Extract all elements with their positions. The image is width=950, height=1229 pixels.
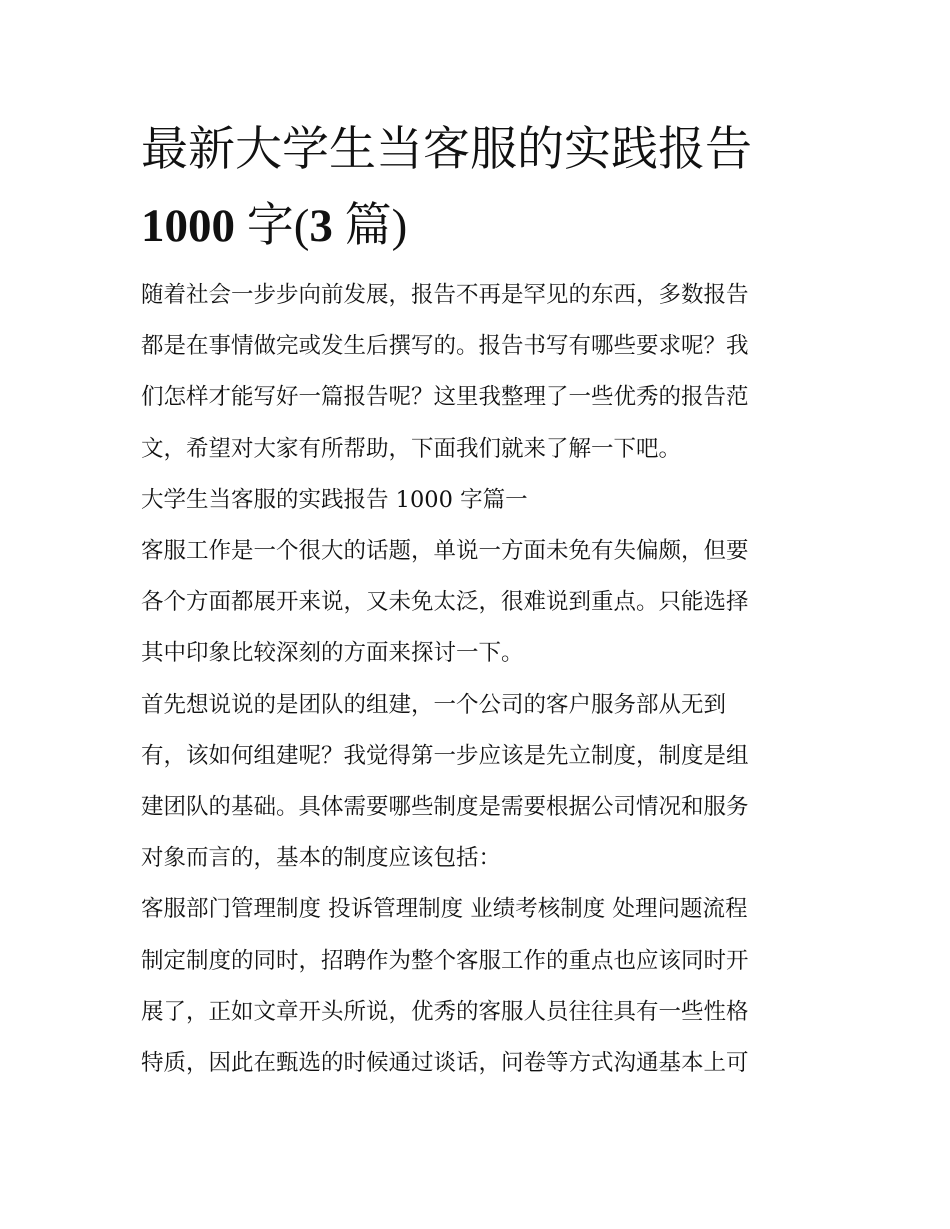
text-line: 文，希望对大家有所帮助，下面我们就来了解一下吧。 [141,435,682,462]
text-line: 大学生当客服的实践报告 1000 字篇一 [141,486,528,513]
paragraph-5 [141,936,813,1090]
section-heading [141,475,813,526]
text-line: 对象而言的，基本的制度应该包括： [141,845,502,872]
text-line: 客服工作是一个很大的话题，单说一方面未免有失偏颇，但要 [141,538,749,565]
title-count: 3 [309,200,333,252]
text-line: 展了，正如文章开头所说，优秀的客服人员往往具有一些性格 [141,998,749,1025]
title-number: 1000 [141,200,235,252]
text-line: 都是在事情做完或发生后撰写的。报告书写有哪些要求呢？我 [141,333,749,360]
paragraph-2 [141,526,813,680]
text-line: 制定制度的同时，招聘作为整个客服工作的重点也应该同时开 [141,947,749,974]
text-line: 有，该如何组建呢？我觉得第一步应该是先立制度，制度是组 [141,742,749,769]
text-line: 各个方面都展开来说，又未免太泛，很难说到重点。只能选择 [141,589,749,616]
paragraph-4 [141,884,813,935]
text-line: 随着社会一步步向前发展，报告不再是罕见的东西，多数报告 [141,282,749,308]
document-page [141,112,813,1089]
paragraph-intro [141,270,813,475]
text-line: 客服部门管理制度 投诉管理制度 业绩考核制度 处理问题流程 [141,896,748,923]
title-suffix: 篇) [332,200,408,252]
title-line-2 [141,188,813,264]
text-line: 建团队的基础。具体需要哪些制度是需要根据公司情况和服务 [141,794,749,821]
text-line: 首先想说说的是团队的组建，一个公司的客户服务部从无到 [141,691,727,718]
text-line: 特质，因此在甄选的时候通过谈话，问卷等方式沟通基本上可 [141,1050,749,1077]
document-title [141,112,813,264]
text-line: 们怎样才能写好一篇报告呢？这里我整理了一些优秀的报告范 [141,384,749,411]
paragraph-3 [141,680,813,885]
title-line-1: 最新大学生当客服的实践报告 [141,124,752,176]
text-line: 其中印象比较深刻的方面来探讨一下。 [141,640,524,667]
title-word: 字( [235,200,310,252]
